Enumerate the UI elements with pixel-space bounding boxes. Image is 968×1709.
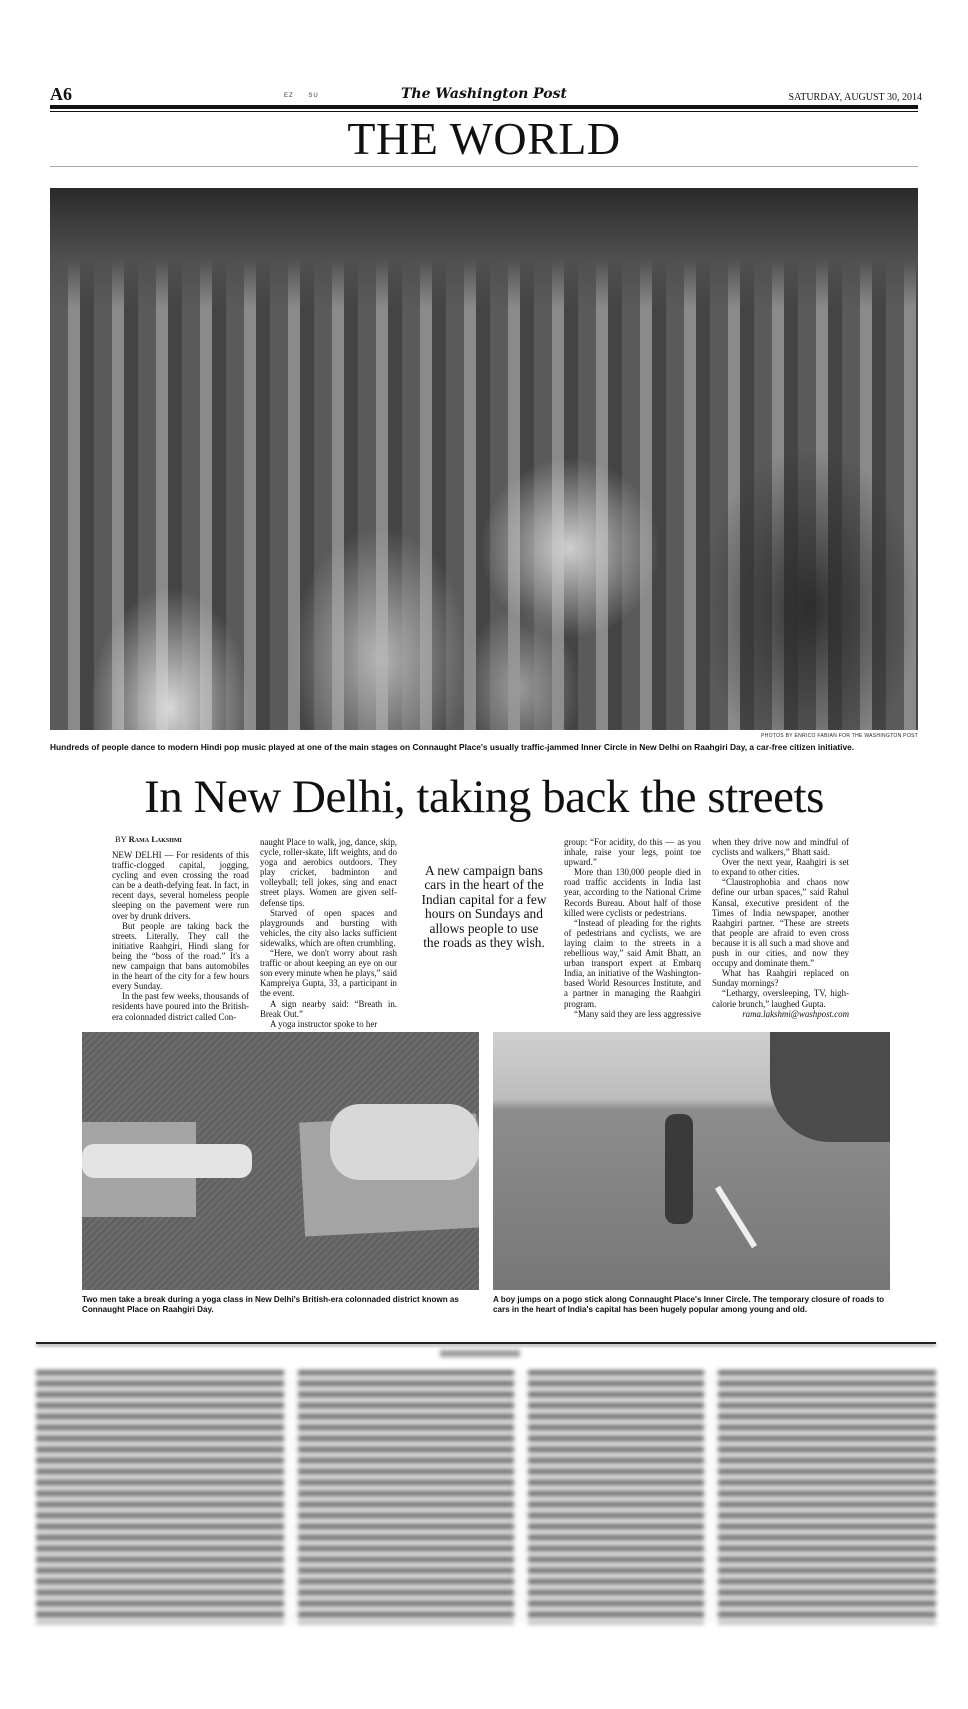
article-paragraph: Starved of open spaces and playgrounds and bursting with vehicles, the city also lacks sufficient sidewalks, which are often crumbling. — [260, 907, 397, 948]
advertisement-label-blurred — [440, 1350, 520, 1357]
main-photo-dancing-crowd — [50, 188, 918, 730]
article-column-5 — [712, 837, 849, 1019]
dateline: NEW DELHI — [112, 850, 162, 860]
photo-credit: PHOTOS BY ENRICO FABIAN FOR THE WASHINGTON POST — [761, 733, 918, 739]
article-headline: In New Delhi, taking back the streets — [144, 771, 824, 823]
advertisement-divider — [36, 1342, 936, 1344]
article-paragraph: A sign nearby said: “Breath in. Break Out.” — [260, 998, 397, 1019]
road-marking — [715, 1186, 757, 1249]
yoga-photo-caption: Two men take a break during a yoga class in New Delhi's British-era colonnaded district known as Connaught Place on Raahgiri Day. — [82, 1295, 459, 1314]
edition-mark-su: SU — [308, 93, 319, 99]
article-paragraph: In the past few weeks, thousands of residents have poured into the British-era colonnaded district called Con- — [112, 991, 249, 1022]
photo-pogo-stick-boy — [493, 1032, 890, 1290]
section-rule — [50, 166, 918, 167]
page-number: A6 — [50, 84, 72, 104]
pull-quote: A new campaign bans cars in the heart of the Indian capital for a few hours on Sundays and allows people to use the roads as they wish. — [421, 863, 547, 951]
column-gap — [284, 1370, 298, 1624]
advertisement-blurred — [36, 1370, 936, 1624]
byline — [115, 834, 182, 844]
article-paragraph: group: “For acidity, do this — as you inhale, raise your legs, point toe upward.” — [564, 837, 701, 868]
boy-on-pogo-stick — [665, 1114, 693, 1224]
byline-prefix: BY — [115, 834, 127, 844]
article-paragraph: “Claustrophobia and chaos now define our urban spaces,” said Rahul Kansal, executive president of the Times of India newspaper, another Raahgiri partner. “These are streets that people are afraid to even cross because it is all such a mad shove and push in our cities, and now they occupy and dominate them.” — [712, 877, 849, 969]
article-paragraph: Over the next year, Raahgiri is set to expand to other cities. — [712, 857, 849, 878]
article-column-4 — [564, 837, 701, 1019]
main-photo-caption: Hundreds of people dance to modern Hindi pop music played at one of the main stages on Connaught Place's usually traffic-jammed Inner Circle in New Delhi on Raahgiri Day, a car-free citizen initiative. — [50, 742, 855, 752]
photo-yoga-break — [82, 1032, 479, 1290]
article-paragraph: when they drive now and mindful of cyclists and walkers,” Bhatt said. — [712, 837, 849, 858]
issue-date: SATURDAY, AUGUST 30, 2014 — [788, 92, 922, 103]
column-gap — [704, 1370, 718, 1624]
article-paragraph: “Here, we don't worry about rash traffic or about keeping an eye on our son every minute when he plays,” said Kampreiya Gupta, 33, a participant in the event. — [260, 948, 397, 999]
edition-mark-ez: EZ — [284, 93, 294, 99]
byline-author: Rama Lakshmi — [128, 834, 182, 844]
article-column-2 — [260, 837, 397, 1029]
newspaper-nameplate: The Washington Post — [401, 86, 567, 102]
article-paragraph: “Lethargy, oversleeping, TV, high-calorie brunch,” laughed Gupta. — [712, 988, 849, 1009]
article-paragraph: More than 130,000 people died in road traffic accidents in India last year, according to the National Crime Records Bureau. About half of those killed were cyclists or pedestrians. — [564, 867, 701, 918]
article-paragraph: A yoga instructor spoke to her — [270, 1018, 378, 1029]
resting-man — [330, 1104, 479, 1180]
article-paragraph: What has Raahgiri replaced on Sunday mornings? — [712, 968, 849, 989]
pogo-photo-caption: A boy jumps on a pogo stick along Connaught Place's Inner Circle. The temporary closure of roads to cars in the heart of India's capital has been hugely popular among young and old. — [493, 1295, 885, 1314]
column-gap — [514, 1370, 528, 1624]
paragraph-text: — For residents of this traffic-clogged capital, jogging, cycling and even crossing the road can be a death-defying feat. In fact, in recent days, several homeless people sleeping on the pavement were run over by drunk drivers. — [112, 850, 249, 921]
trees — [770, 1032, 890, 1142]
article-paragraph: But people are taking back the streets. Literally. They call the initiative Raahgiri, Hindi slang for being the “boss of the road.” It's a new campaign that bans automobiles in the heart of the city for a few hours every Sunday. — [112, 920, 249, 992]
article-paragraph: naught Place to walk, jog, dance, skip, cycle, roller-skate, lift weights, and do yoga and aerobics outdoors. They play cricket, badminton and volleyball; tell jokes, sing and enact street plays. Women are given self-defense tips. — [260, 837, 397, 908]
section-title: THE WORLD — [347, 113, 621, 164]
article-paragraph: “Instead of pleading for the rights of pedestrians and cyclists, we are laying claim to the streets in a rebellious way,” said Amit Bhatt, an urban transport expert at Embarq India, an initiative of the Washington-based World Resources Institute, and a partner in managing the Raahgiri program. — [564, 917, 701, 1009]
article-column-1 — [112, 850, 249, 1022]
reclining-man — [82, 1144, 252, 1178]
masthead-rule — [50, 105, 918, 109]
article-paragraph — [112, 850, 249, 921]
author-email: rama.lakshmi@washpost.com — [742, 1008, 849, 1019]
article-paragraph: “Many said they are less aggressive — [574, 1008, 701, 1019]
